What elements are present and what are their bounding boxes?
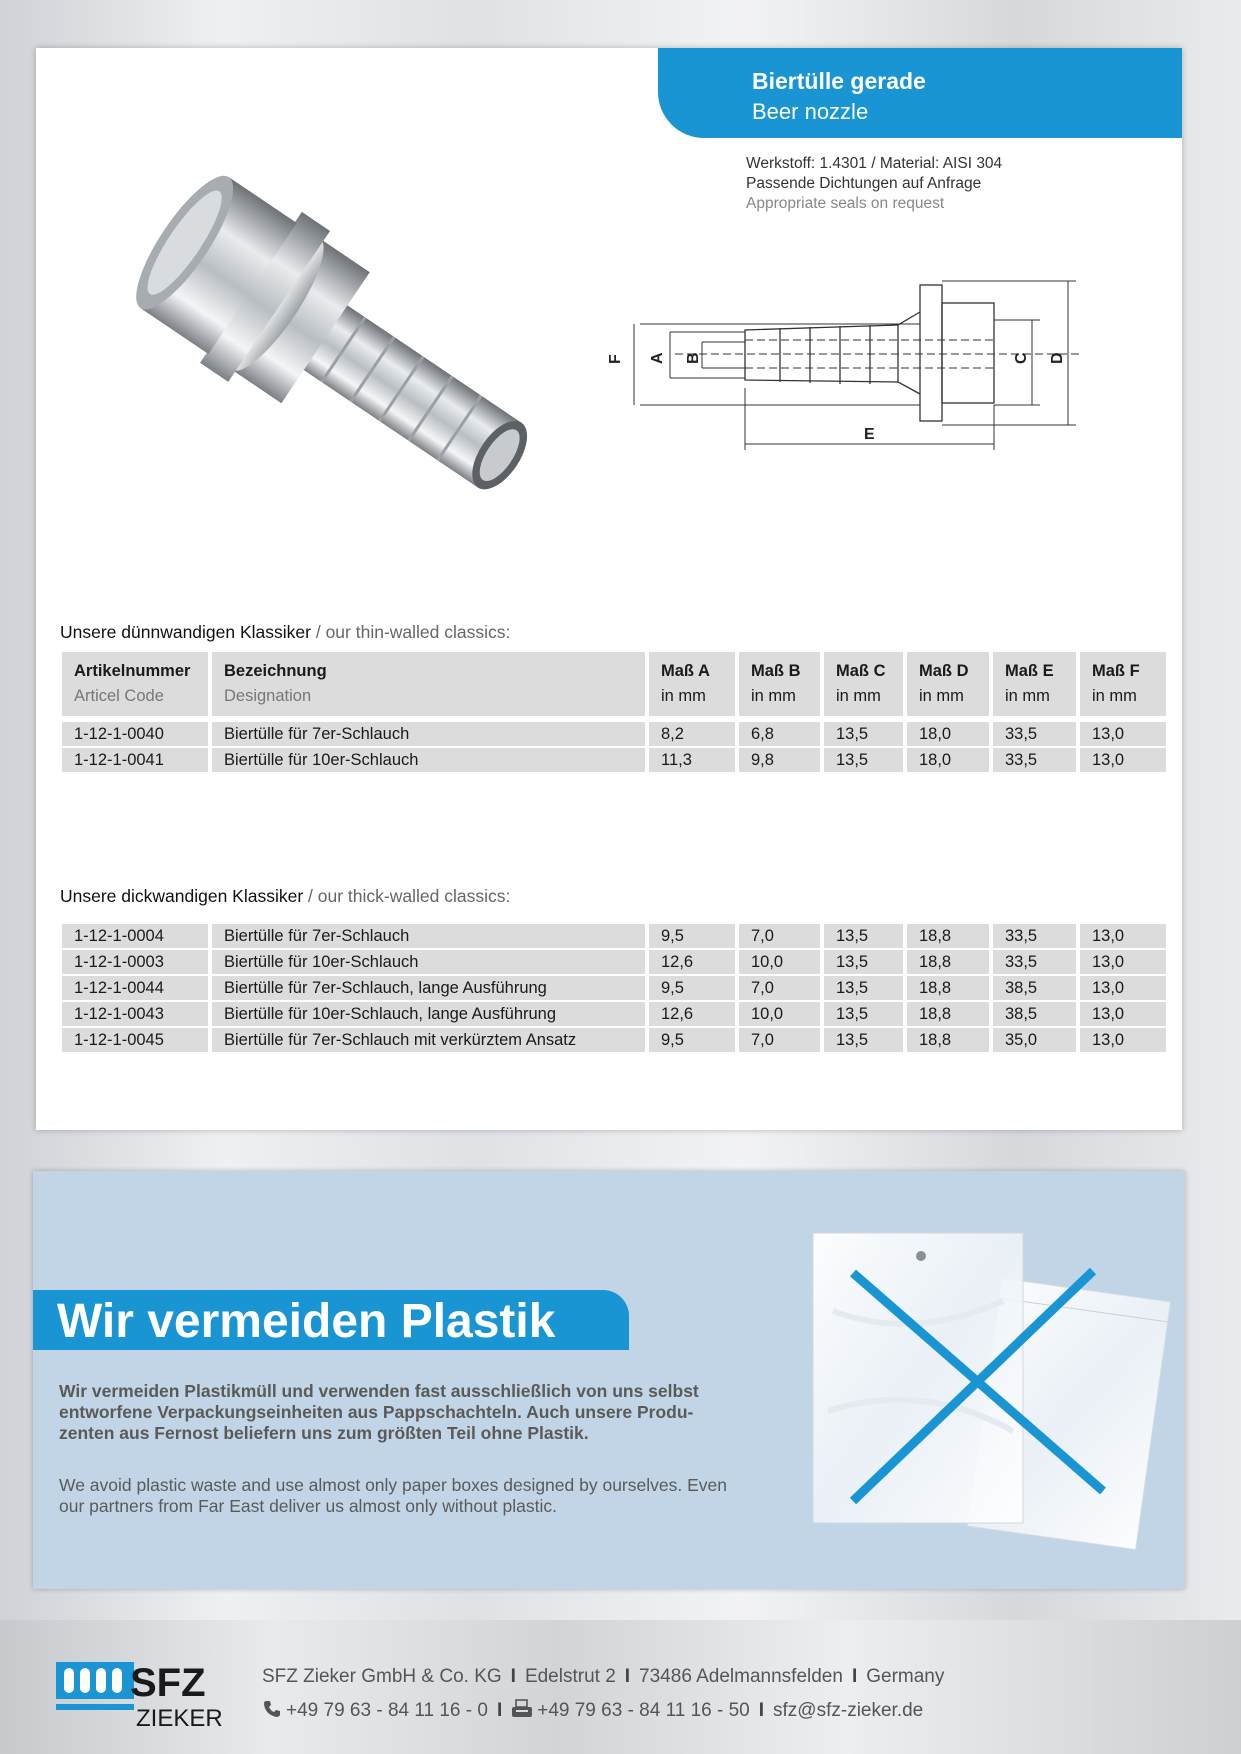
svg-text:ZIEKER: ZIEKER bbox=[136, 1705, 223, 1732]
email-link[interactable]: sfz@sfz-zieker.de bbox=[773, 1700, 924, 1721]
street: Edelstrut 2 bbox=[524, 1666, 616, 1687]
svg-text:SFZ: SFZ bbox=[130, 1661, 206, 1705]
dim-f: 13,0 bbox=[1080, 722, 1166, 746]
footer-address: SFZ Zieker GmbH & Co. KG I Edelstrut 2 I 73486 Adelmannsfelden I Germany bbox=[262, 1666, 945, 1687]
thin-walled-table bbox=[58, 650, 1170, 774]
dim-c: 13,5 bbox=[824, 748, 903, 772]
header-cell: Maß D in mm bbox=[907, 652, 989, 716]
dim-e: 33,5 bbox=[993, 924, 1076, 948]
dim-b: 7,0 bbox=[739, 924, 820, 948]
dim-a: 8,2 bbox=[649, 722, 735, 746]
header-cell: Bezeichnung Designation bbox=[212, 652, 645, 716]
technical-drawing bbox=[607, 270, 1200, 510]
promo-text-de: Wir vermeiden Plastikmüll und verwenden fast ausschließlich von uns selbst entworfene Verpackungseinheiten aus Pappschachteln. Auch unsere Produ-zenten aus Fernost beliefern uns zum größten Teil ohne Plastik. bbox=[59, 1381, 699, 1443]
dim-e: 35,0 bbox=[993, 1028, 1076, 1052]
dim-label-d: D bbox=[1049, 352, 1066, 364]
table-row bbox=[62, 976, 1166, 1000]
dim-d: 18,8 bbox=[907, 950, 989, 974]
designation: Biertülle für 10er-Schlauch, lange Ausführung bbox=[212, 1002, 645, 1026]
article-code: 1-12-1-0045 bbox=[62, 1028, 208, 1052]
seals-line-en: Appropriate seals on request bbox=[746, 195, 945, 212]
product-photo bbox=[106, 158, 576, 558]
dim-c: 13,5 bbox=[824, 1002, 903, 1026]
country: Germany bbox=[866, 1666, 945, 1687]
fax-number[interactable]: +49 79 63 - 84 11 16 - 50 bbox=[537, 1700, 750, 1721]
dim-c: 13,5 bbox=[824, 1028, 903, 1052]
dim-e: 33,5 bbox=[993, 950, 1076, 974]
product-card bbox=[36, 48, 1182, 1130]
sfz-zieker-logo bbox=[56, 1660, 226, 1730]
header-cell: Maß A in mm bbox=[649, 652, 735, 716]
footer bbox=[0, 1620, 1241, 1754]
dim-a: 9,5 bbox=[649, 976, 735, 1000]
dim-c: 13,5 bbox=[824, 924, 903, 948]
dim-f: 13,0 bbox=[1080, 950, 1166, 974]
dim-a: 12,6 bbox=[649, 950, 735, 974]
dim-f: 13,0 bbox=[1080, 1002, 1166, 1026]
header-cell: Maß B in mm bbox=[739, 652, 820, 716]
dim-c: 13,5 bbox=[824, 722, 903, 746]
article-code: 1-12-1-0044 bbox=[62, 976, 208, 1000]
designation: Biertülle für 7er-Schlauch bbox=[212, 722, 645, 746]
designation: Biertülle für 7er-Schlauch bbox=[212, 924, 645, 948]
dim-e: 38,5 bbox=[993, 976, 1076, 1000]
table-row bbox=[62, 1002, 1166, 1026]
thick-section-title: Unsere dickwandigen Klassiker / our thick-walled classics: bbox=[60, 886, 511, 906]
dim-a: 9,5 bbox=[649, 924, 735, 948]
promo-banner bbox=[33, 1290, 629, 1350]
dim-b: 10,0 bbox=[739, 1002, 820, 1026]
dim-e: 38,5 bbox=[993, 1002, 1076, 1026]
designation: Biertülle für 7er-Schlauch mit verkürztem Ansatz bbox=[212, 1028, 645, 1052]
product-title: Biertülle gerade bbox=[752, 68, 926, 94]
dim-c: 13,5 bbox=[824, 976, 903, 1000]
seals-line-de: Passende Dichtungen auf Anfrage bbox=[746, 175, 982, 192]
article-code: 1-12-1-0041 bbox=[62, 748, 208, 772]
dim-b: 6,8 bbox=[739, 722, 820, 746]
header-cell: Maß F in mm bbox=[1080, 652, 1166, 716]
dim-e: 33,5 bbox=[993, 722, 1076, 746]
dim-label-c: C bbox=[1013, 352, 1030, 364]
thick-walled-table bbox=[58, 922, 1170, 1054]
company-name: SFZ Zieker GmbH & Co. KG bbox=[262, 1666, 502, 1687]
material-line: Werkstoff: 1.4301 / Material: AISI 304 bbox=[746, 155, 1003, 172]
phone-icon bbox=[262, 1699, 282, 1719]
dim-d: 18,8 bbox=[907, 1002, 989, 1026]
table-row bbox=[62, 1028, 1166, 1052]
dim-label-a: A bbox=[649, 352, 666, 364]
plastic-promo-panel bbox=[33, 1171, 1185, 1589]
dim-d: 18,8 bbox=[907, 976, 989, 1000]
dim-label-f: F bbox=[607, 354, 624, 364]
table-row bbox=[62, 722, 1166, 746]
dim-b: 7,0 bbox=[739, 976, 820, 1000]
dim-d: 18,0 bbox=[907, 722, 989, 746]
header-cell: Maß C in mm bbox=[824, 652, 903, 716]
dim-a: 12,6 bbox=[649, 1002, 735, 1026]
table-header-row bbox=[62, 652, 1166, 716]
dim-f: 13,0 bbox=[1080, 748, 1166, 772]
designation: Biertülle für 10er-Schlauch bbox=[212, 950, 645, 974]
dim-d: 18,8 bbox=[907, 1028, 989, 1052]
designation: Biertülle für 10er-Schlauch bbox=[212, 748, 645, 772]
article-code: 1-12-1-0003 bbox=[62, 950, 208, 974]
article-code: 1-12-1-0004 bbox=[62, 924, 208, 948]
dim-b: 9,8 bbox=[739, 748, 820, 772]
dim-f: 13,0 bbox=[1080, 924, 1166, 948]
dim-d: 18,8 bbox=[907, 924, 989, 948]
article-code: 1-12-1-0043 bbox=[62, 1002, 208, 1026]
dim-label-b: B bbox=[685, 352, 702, 364]
promo-text-en: We avoid plastic waste and use almost only paper boxes designed by ourselves. Even our partners from Far East deliver us almost only without plastic. bbox=[59, 1475, 727, 1516]
crossed-plastic-bags-image bbox=[773, 1231, 1193, 1581]
dim-f: 13,0 bbox=[1080, 976, 1166, 1000]
promo-heading: Wir vermeiden Plastik bbox=[57, 1295, 556, 1348]
dim-b: 10,0 bbox=[739, 950, 820, 974]
footer-contact: +49 79 63 - 84 11 16 - 0 I +49 79 63 - 84 11 16 - 50 I sfz@sfz-zieker.de bbox=[262, 1699, 923, 1722]
article-code: 1-12-1-0040 bbox=[62, 722, 208, 746]
table-row bbox=[62, 748, 1166, 772]
fax-icon bbox=[511, 1699, 533, 1719]
table-row bbox=[62, 950, 1166, 974]
dim-a: 9,5 bbox=[649, 1028, 735, 1052]
header-cell: Maß E in mm bbox=[993, 652, 1076, 716]
dim-label-e: E bbox=[864, 426, 875, 443]
dim-a: 11,3 bbox=[649, 748, 735, 772]
dim-f: 13,0 bbox=[1080, 1028, 1166, 1052]
phone-number[interactable]: +49 79 63 - 84 11 16 - 0 bbox=[286, 1700, 488, 1721]
dim-e: 33,5 bbox=[993, 748, 1076, 772]
material-info bbox=[746, 154, 1002, 214]
table-row bbox=[62, 924, 1166, 948]
dim-d: 18,0 bbox=[907, 748, 989, 772]
designation: Biertülle für 7er-Schlauch, lange Ausführung bbox=[212, 976, 645, 1000]
dim-b: 7,0 bbox=[739, 1028, 820, 1052]
product-subtitle: Beer nozzle bbox=[752, 99, 869, 124]
city: 73486 Adelmannsfelden bbox=[639, 1666, 843, 1687]
thin-section-title: Unsere dünnwandigen Klassiker / our thin-walled classics: bbox=[60, 622, 511, 642]
dim-c: 13,5 bbox=[824, 950, 903, 974]
header-cell: Artikelnummer Articel Code bbox=[62, 652, 208, 716]
